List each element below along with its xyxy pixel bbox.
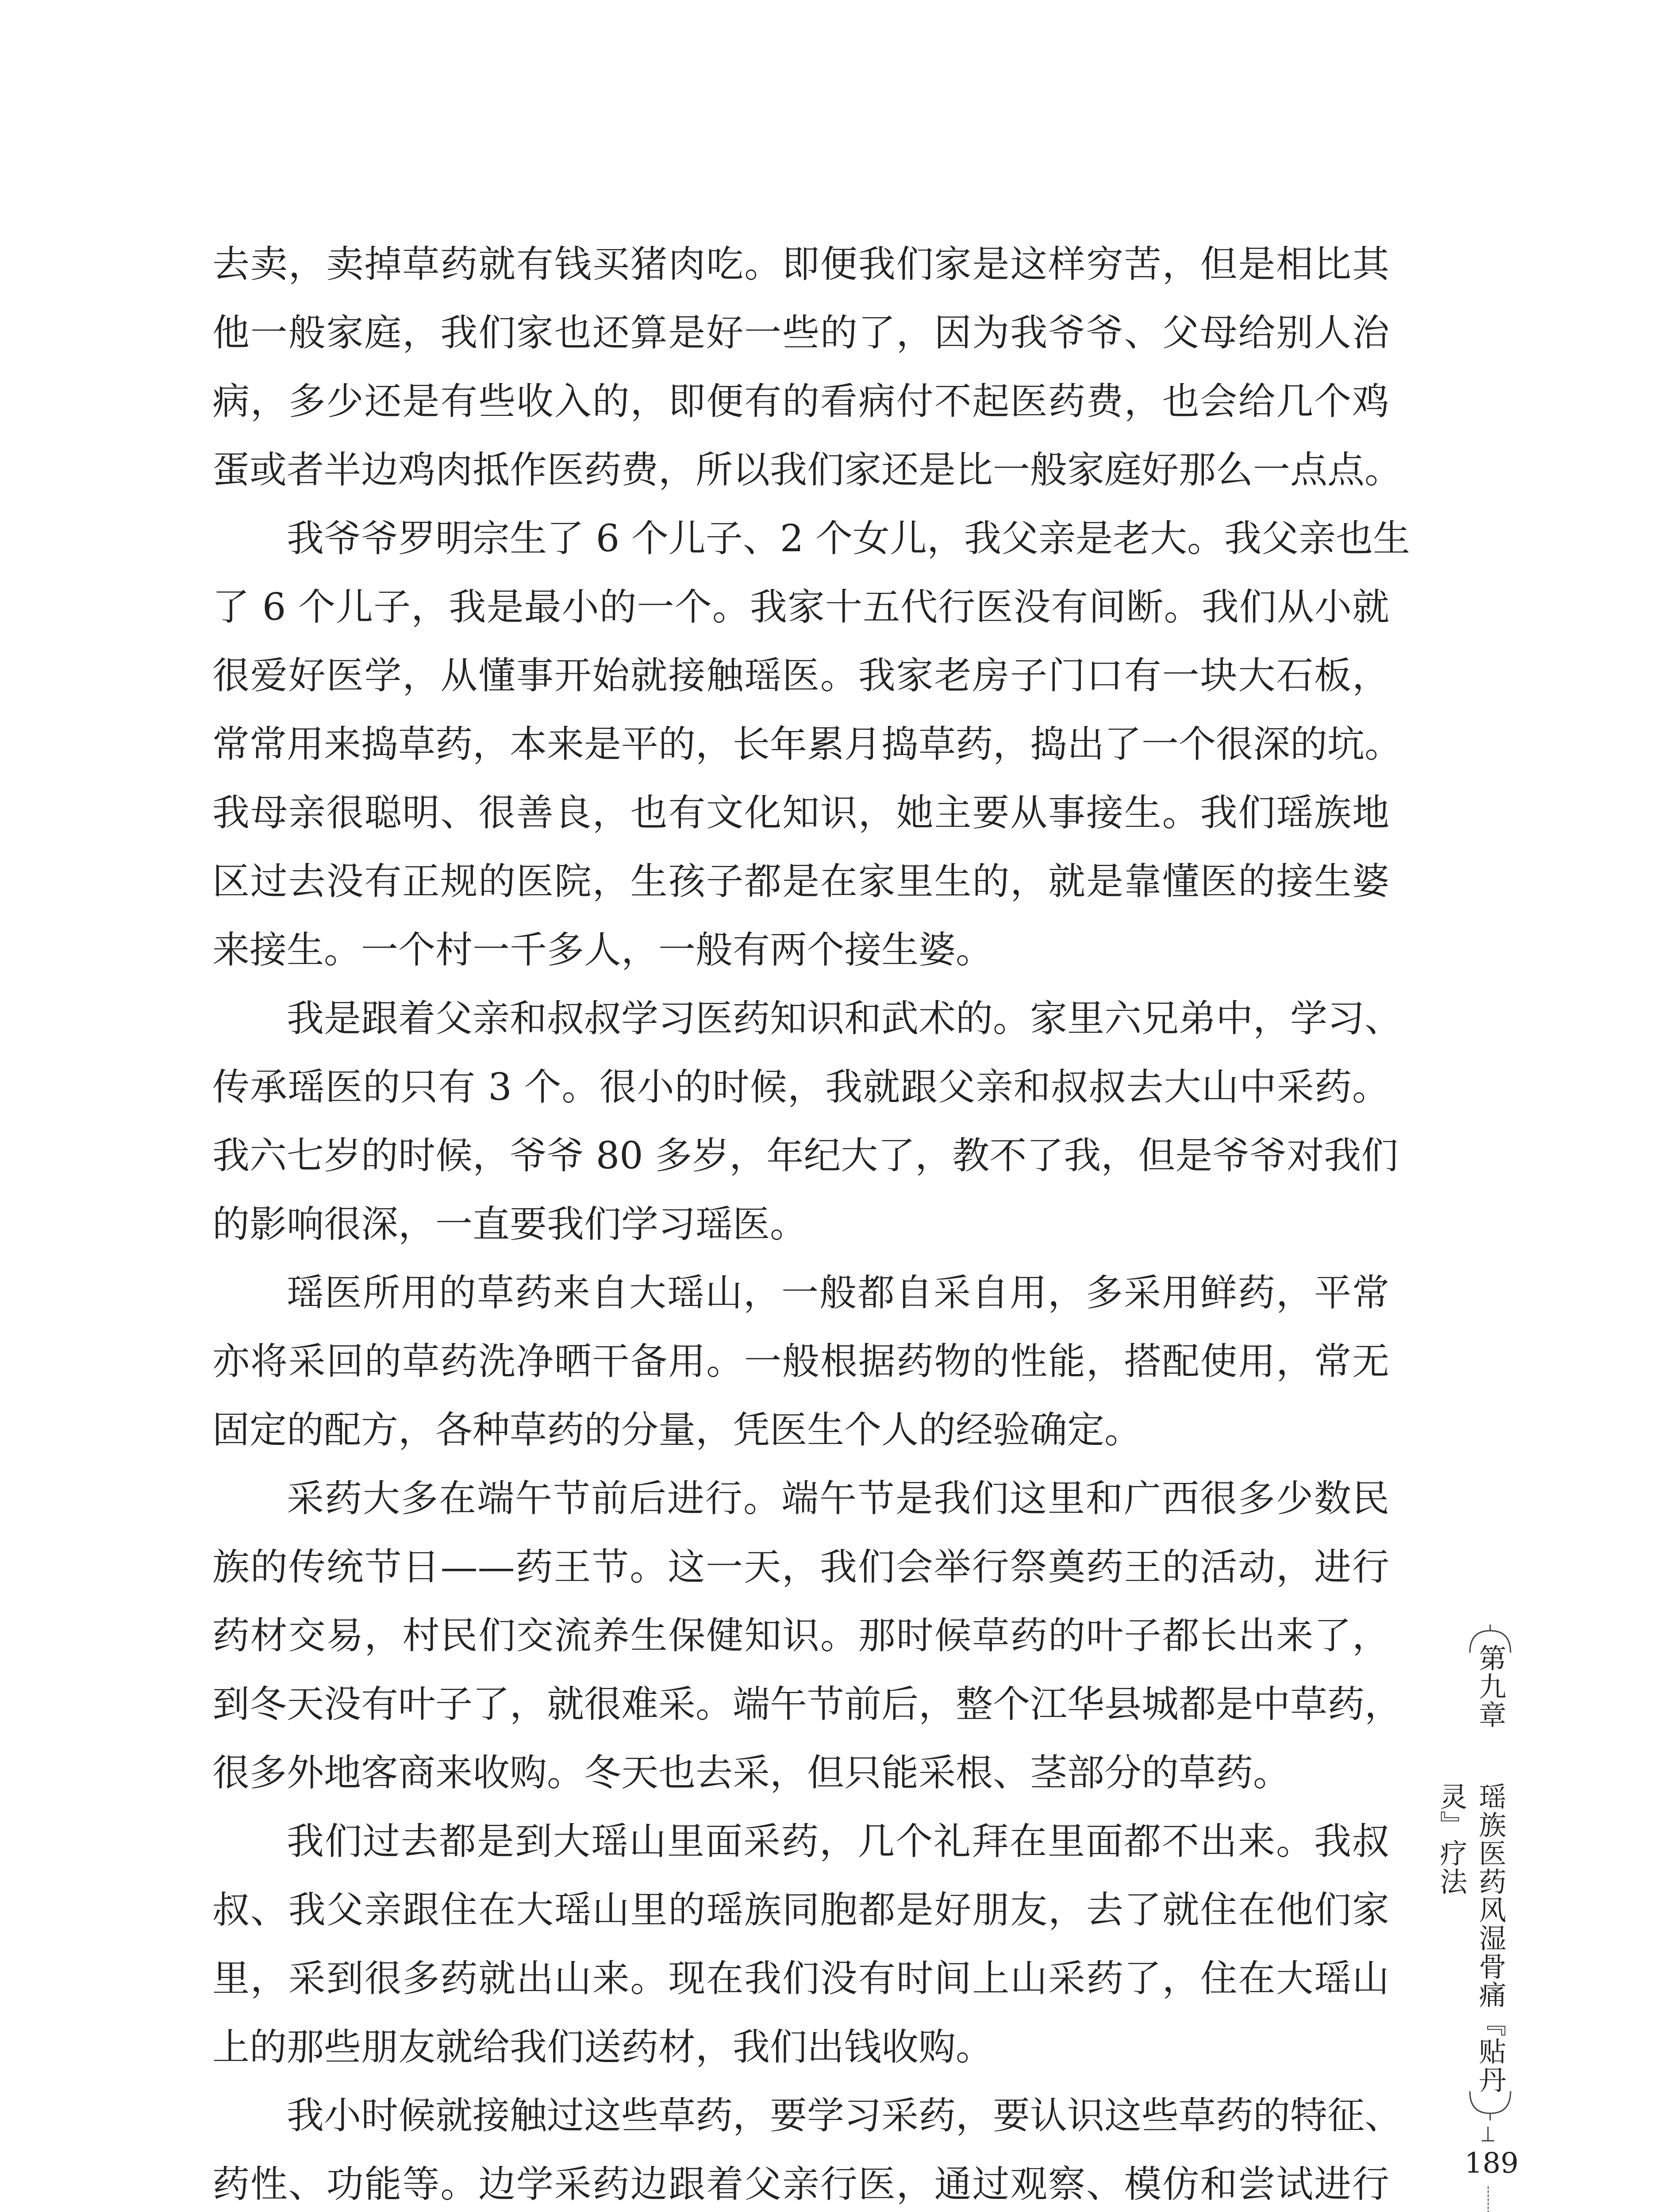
text-line: 我六七岁的时候，爷爷 80 多岁，年纪大了，教不了我，但是爷爷对我们	[212, 1134, 1399, 1177]
text-line: 药材交易，村民们交流养生保健知识。那时候草药的叶子都长出来了，	[212, 1614, 1389, 1657]
text-line: 族的传统节日——药王节。这一天，我们会举行祭奠药王的活动，进行	[212, 1545, 1389, 1589]
chapter-title: 瑶族医药风湿骨痛『贴丹灵』疗法	[1435, 1782, 1507, 2094]
text-line: 很多外地客商来收购。冬天也去采，但只能采根、茎部分的草药。	[212, 1751, 1291, 1794]
text-line: 叔、我父亲跟住在大瑶山里的瑶族同胞都是好朋友，去了就住在他们家	[212, 1888, 1389, 1932]
text-line: 传承瑶医的只有 3 个。很小的时候，我就跟父亲和叔叔去大山中采药。	[212, 1065, 1389, 1109]
text-line: 他一般家庭，我们家也还算是好一些的了，因为我爷爷、父母给别人治	[212, 311, 1389, 354]
text-line: 了 6 个儿子，我是最小的一个。我家十五代行医没有间断。我们从小就	[212, 585, 1389, 629]
text-line: 病，多少还是有些收入的，即便有的看病付不起医药费，也会给几个鸡	[212, 380, 1389, 423]
page-number-tick-icon	[1479, 2126, 1497, 2142]
text-line: 去卖，卖掉草药就有钱买猪肉吃。即便我们家是这样穷苦，但是相比其	[212, 242, 1389, 286]
page-number: 189	[1465, 2147, 1519, 2180]
page-rule-divider	[1488, 2186, 1489, 2212]
paragraph-first-line: 我爷爷罗明宗生了 6 个儿子、2 个女儿，我父亲是老大。我父亲也生	[287, 517, 1410, 560]
paragraph-first-line: 瑶医所用的草药来自大瑶山，一般都自采自用，多采用鲜药，平常	[287, 1271, 1389, 1314]
chapter-side-tab	[1435, 1621, 1512, 2123]
text-line: 的影响很深，一直要我们学习瑶医。	[212, 1202, 807, 1246]
text-line: 固定的配方，各种草药的分量，凭医生个人的经验确定。	[212, 1408, 1142, 1452]
bracket-bottom-icon	[1468, 2088, 1512, 2123]
text-line: 蛋或者半边鸡肉抵作医药费，所以我们家还是比一般家庭好那么一点点。	[212, 448, 1402, 492]
paragraph-first-line: 我小时候就接触过这些草药，要学习采药，要认识这些草药的特征、	[287, 2094, 1402, 2137]
body-text	[212, 230, 1410, 2212]
text-line: 里，采到很多药就出山来。现在我们没有时间上山采药了，住在大瑶山	[212, 1957, 1389, 2000]
text-line: 药性、功能等。边学采药边跟着父亲行医，通过观察、模仿和尝试进行	[212, 2162, 1389, 2206]
paragraph-first-line: 我们过去都是到大瑶山里面采药，几个礼拜在里面都不出来。我叔	[287, 1820, 1389, 1863]
paragraph-first-line: 我是跟着父亲和叔叔学习医药知识和武术的。家里六兄弟中，学习、	[287, 997, 1402, 1040]
text-line: 到冬天没有叶子了，就很难采。端午节前后，整个江华县城都是中草药，	[212, 1682, 1402, 1726]
text-line: 很爱好医学，从懂事开始就接触瑶医。我家老房子门口有一块大石板，	[212, 654, 1389, 697]
chapter-label: 第九章	[1474, 1644, 1507, 1729]
text-line: 来接生。一个村一千多人，一般有两个接生婆。	[212, 928, 993, 972]
text-line: 亦将采回的草药洗净晒干备用。一般根据药物的性能，搭配使用，常无	[212, 1340, 1389, 1383]
text-line: 常常用来捣草药，本来是平的，长年累月捣草药，捣出了一个很深的坑。	[212, 722, 1402, 766]
paragraph-first-line: 采药大多在端午节前后进行。端午节是我们这里和广西很多少数民	[287, 1477, 1389, 1520]
text-line: 我母亲很聪明、很善良，也有文化知识，她主要从事接生。我们瑶族地	[212, 791, 1389, 834]
text-line: 区过去没有正规的医院，生孩子都是在家里生的，就是靠懂医的接生婆	[212, 860, 1389, 903]
text-line: 上的那些朋友就给我们送药材，我们出钱收购。	[212, 2025, 993, 2069]
